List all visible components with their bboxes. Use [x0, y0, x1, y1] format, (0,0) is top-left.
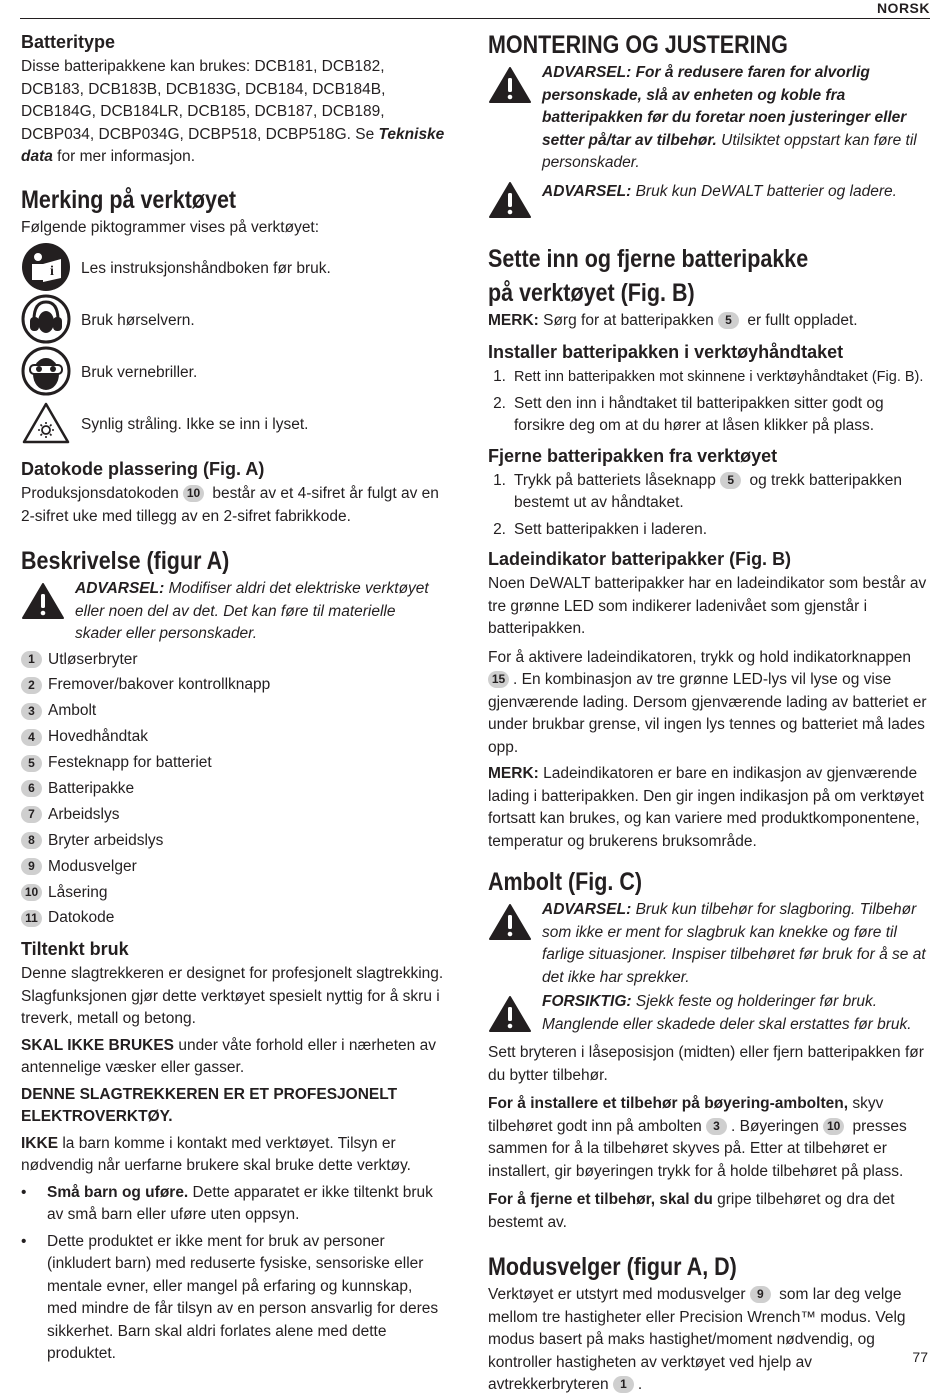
manual-icon [21, 242, 81, 297]
indicator-heading: Ladeindikator batteripakker (Fig. B) [488, 549, 792, 569]
warning-label: ADVARSEL: [75, 580, 165, 597]
right-column [488, 30, 928, 1397]
tech-data-ref: Tekniske data [21, 125, 445, 165]
component-list [21, 647, 446, 932]
component-item: 8 Bryter arbeidslys [21, 828, 446, 854]
component-item: 3 Ambolt [21, 698, 446, 724]
list-item: 2. Sett batteripakken i laderen. [493, 520, 708, 538]
callout-number: 10 [183, 485, 204, 502]
pictogram-row [21, 243, 446, 295]
pictogram-text: Bruk hørselvern. [81, 311, 195, 329]
component-item: 1 Utløserbryter [21, 647, 446, 673]
anvil-heading: Ambolt (Fig. C) [488, 868, 643, 896]
radiation-warning-icon [21, 400, 81, 451]
indicator-note: MERK: Ladeindikatoren er bare en indikasjon av gjenværende lading i batteripakken. Den gir ingen indikasjon på om verktøyet fortsatt kan brukes, og kan variere med produktkomponentene, temperatur og brukerens bruksområde. [488, 765, 924, 850]
marking-heading: Merking på verktøyet [21, 185, 237, 214]
professional-text: DENNE SLAGTREKKEREN ER ET PROFESJONELT ELEKTROVERKTØY. [21, 1085, 398, 1126]
component-item: 4 Hovedhåndtak [21, 724, 446, 750]
warning-icon [488, 899, 542, 946]
anvil-text-1: Sett bryteren i låseposisjon (midten) eller fjern batteripakken før du bytter tilbehør. [488, 1044, 924, 1084]
anvil-warning: ADVARSEL: Bruk kun tilbehør for slagboring. Tilbehør som ikke er ment for slagbruk kan knekke og føre til farlige situasjoner. Inspiser tilbehøret før bruk for å se at det ikke har sprekker. [488, 899, 928, 989]
callout-number: 3 [706, 1118, 727, 1135]
marking-intro: Følgende piktogrammer vises på verktøyet: [21, 218, 320, 236]
callout-number: 9 [750, 1286, 771, 1303]
description-heading: Beskrivelse (figur A) [21, 547, 230, 575]
insert-heading-1: Sette inn og fjerne batteripakke [488, 244, 809, 273]
warning-icon [488, 181, 542, 224]
svg-text:i: i [50, 263, 54, 279]
datecode-heading: Datokode plassering (Fig. A) [21, 459, 265, 479]
battery-type-text: Disse batteripakkene kan brukes: DCB181, DCB182, DCB183, DCB183B, DCB183G, DCB184, DCB184B, DCB184G, DCB184LR, DCB185, DCB187, DCB189, DCBP034, DCBP034G, DCBP518, DCBP518G. Se Tekniske data for mer informasjon. [21, 58, 445, 165]
not-use-text: SKAL IKKE BRUKES under våte forhold eller i nærheten av antennelige væsker eller gasser. [21, 1036, 436, 1077]
eye-protection-icon [21, 346, 81, 401]
pictogram-text: Synlig stråling. Ikke se inn i lyset. [81, 415, 309, 433]
caution-icon [488, 991, 542, 1038]
battery-warning: ADVARSEL: Bruk kun DeWALT batterier og ladere. [488, 181, 928, 224]
callout-number: 5 [718, 312, 739, 329]
component-item: 11 Datokode [21, 905, 446, 931]
assembly-heading: MONTERING OG JUSTERING [488, 31, 788, 59]
list-item: 2. Sett den inn i håndtaket til batteripakken sitter godt og forsikre deg om at du hører at låsen klikker på plass. [493, 394, 884, 434]
pictogram-list [21, 243, 446, 451]
mode-text: Verktøyet er utstyrt med modusvelger 9 som lar deg velge mellom tre hastigheter eller Precision Wrench™ modus. Velg modus basert på maks hastighet/moment nødvendig, og kontroller hastigheten av verktøyet ved hjelp av avtrekkerbryteren 1 . [488, 1286, 906, 1393]
pictogram-text: Bruk vernebriller. [81, 363, 198, 381]
callout-number: 5 [720, 472, 741, 489]
anvil-caution: FORSIKTIG: Sjekk feste og holderinger før bruk. Manglende eller skadede deler skal erstattes før bruk. [488, 991, 928, 1038]
language-label: NORSK [876, 0, 930, 16]
callout-number: 10 [823, 1118, 844, 1135]
component-item: 10 Låsering [21, 880, 446, 906]
list-item: 1. Trykk på batteriets låseknapp 5 og trekk batteripakken bestemt ut av håndtaket. [493, 471, 903, 511]
safety-bullets [21, 1182, 446, 1366]
list-item: • Små barn og uføre. Dette apparatet er ikke tiltenkt bruk av små barn eller uføre uten oppsyn. [21, 1183, 433, 1224]
remove-heading: Fjerne batteripakken fra verktøyet [488, 445, 778, 466]
assembly-warning: ADVARSEL: For å redusere faren for alvorlig personskade, slå av enheten og koble fra batteripakken før du foretar noen justeringer eller setter på/tar av tilbehør. Utilsiktet oppstart kan føre til personskader. [488, 62, 928, 175]
component-item: 2 Fremover/bakover kontrollknapp [21, 672, 446, 698]
pictogram-text: Les instruksjonshåndboken før bruk. [81, 259, 331, 277]
children-text: IKKE la barn komme i kontakt med verktøyet. Tilsyn er nødvendig når uerfarne brukere skal bruke dette verktøy. [21, 1134, 411, 1175]
description-warning: ADVARSEL: Modifiser aldri det elektriske verktøyet eller noen del av det. Det kan føre til materielle skader eller personskader. [21, 578, 446, 646]
insert-heading-2: på verktøyet (Fig. B) [488, 278, 695, 307]
page-number: 77 [912, 1349, 928, 1365]
battery-type-heading: Batteritype [21, 32, 116, 52]
warning-icon [488, 62, 542, 109]
mode-heading: Modusvelger (figur A, D) [488, 1253, 737, 1281]
callout-number: 1 [613, 1376, 634, 1393]
intended-use-heading: Tiltenkt bruk [21, 939, 129, 960]
pictogram-row [21, 347, 446, 399]
remove-steps [488, 470, 928, 542]
anvil-text-3: For å fjerne et tilbehør, skal du gripe tilbehøret og dra det bestemt av. [488, 1191, 895, 1231]
pictogram-row [21, 295, 446, 347]
insert-note: MERK: Sørg for at batteripakken 5 er fullt oppladet. [488, 311, 858, 329]
list-item: 1. Rett inn batteripakken mot skinnene i verktøyhåndtaket (Fig. B). [493, 368, 924, 385]
callout-number: 15 [488, 671, 509, 688]
install-steps [488, 366, 928, 438]
warning-icon [21, 578, 75, 625]
install-heading: Installer batteripakken i verktøyhåndtaket [488, 342, 844, 362]
component-item: 7 Arbeidslys [21, 802, 446, 828]
list-item: • Dette produktet er ikke ment for bruk av personer (inkludert barn) med reduserte fysiske, sensoriske eller mentale evner, eller mangel på erfaring og kunnskap, med mindre de får tilsyn av en person ansvarlig for deres sikkerhet. Barn skal aldri forlates alene med dette produktet. [21, 1232, 439, 1363]
anvil-text-2: For å installere et tilbehør på bøyering-ambolten, skyv tilbehøret godt inn på ambolten 3 . Bøyeringen 10 presses sammen for å la tilbehøret skyves på. Etter at tilbehøret er installert, gir bøyeringen trykk for å holde tilbehøret på plass. [488, 1095, 907, 1180]
left-column [21, 30, 446, 1366]
header-rule [20, 18, 930, 19]
intended-use-text: Denne slagtrekkeren er designet for profesjonelt slagtrekking. Slagfunksjonen gjør dette verktøyet spesielt nyttig for å skru i treverk, metall og betong. [21, 965, 444, 1028]
pictogram-row [21, 399, 446, 451]
component-item: 9 Modusvelger [21, 854, 446, 880]
indicator-text-1: Noen DeWALT batteripakker har en ladeindikator som består av tre grønne LED som indikerer ladenivået som gjenstår i batteripakken. [488, 575, 927, 637]
datecode-text: Produksjonsdatokoden 10 består av et 4-sifret år fulgt av en 2-sifret uke med tillegg av en 2-sifret fabrikkode. [21, 485, 439, 525]
ear-protection-icon [21, 294, 81, 349]
component-item: 5 Festeknapp for batteriet [21, 750, 446, 776]
indicator-text-2: For å aktivere ladeindikatoren, trykk og hold indikatorknappen 15 . En kombinasjon av tre grønne LED-lys vil lyse og vise gjenværende lading. Dersom gjenværende lading av batteriet er under brukbar grense, vil ingen lys tennes og batteriet må lades opp. [488, 648, 927, 756]
component-item: 6 Batteripakke [21, 776, 446, 802]
